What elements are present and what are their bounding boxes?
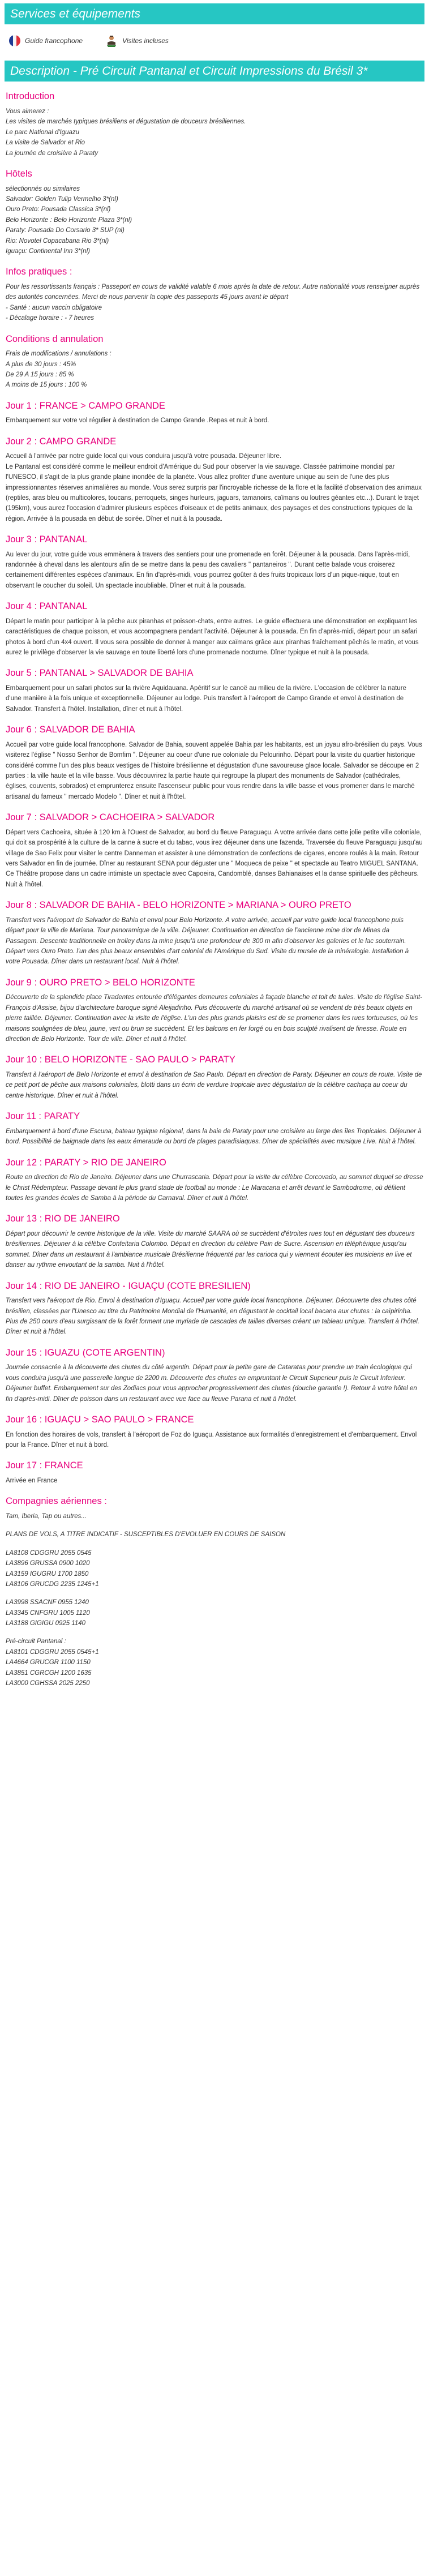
flight-line: LA8101 CDGGRU 2055 0545+1: [6, 1648, 99, 1656]
day-title: Jour 3 : PANTANAL: [6, 534, 88, 545]
description-heading-band: [5, 61, 424, 82]
flag-france-icon: [9, 35, 20, 46]
day-title: Jour 4 : PANTANAL: [6, 601, 88, 612]
hotels-line: Salvador: Golden Tulip Vermelho 3*(nl): [6, 195, 118, 203]
spacer: [6, 1589, 423, 1597]
hotels-line: sélectionnés ou similaires: [6, 185, 80, 192]
flight-line: LA3896 GRUSSA 0900 1020: [6, 1560, 90, 1567]
annulation-line: A plus de 30 jours : 45%: [6, 361, 76, 368]
introduction-line: La visite de Salvador et Rio: [6, 139, 85, 147]
annulation-line: Frais de modifications / annulations :: [6, 350, 111, 358]
companies-line: PLANS DE VOLS, A TITRE INDICATIF - SUSCEPTIBLES D'EVOLUER EN COURS DE SAISON: [6, 1531, 286, 1538]
day-title: Jour 7 : SALVADOR > CACHOEIRA > SALVADOR: [6, 812, 215, 823]
day-text: Transfert à l'aéroport de Belo Horizonte et envol à destination de Sao Paulo. Départ en direction de Paraty. Déjeuner en cours de route. Visite de ce petit port de pêche aux maisons coloniales, blotti dans un écrin de verdure tropicale avec dégustation de la célèbre cachaça au coeur du centre historique. Dîner et nuit à l'hôtel.: [6, 1071, 424, 1099]
infos-body: [6, 282, 423, 324]
day-title: Jour 12 : PARATY > RIO DE JANEIRO: [6, 1157, 166, 1168]
introduction-line: Les visites de marchés typiques brésiliens et dégustation de douceurs brésiliennes.: [6, 118, 246, 126]
flight-line: LA8108 CDGGRU 2055 0545: [6, 1549, 92, 1557]
companies-title: Compagnies aériennes :: [6, 1496, 107, 1507]
hotels-line: Rio: Novotel Copacabana Rio 3*(nl): [6, 237, 109, 245]
services-heading-band: [5, 3, 424, 24]
companies-line: Pré-circuit Pantanal :: [6, 1638, 66, 1645]
flight-line: LA3000 CGHSSA 2025 2250: [6, 1680, 90, 1687]
day-text: En fonction des horaires de vols, transfert à l'aéroport de Foz do Iguaçu. Assistance aux formalités d'enregistrement et d'embarquement. Envol pour la France. Dîner et nuit à bord.: [6, 1431, 419, 1448]
day-text: Accueil par votre guide local francophone. Salvador de Bahia, souvent appelée Bahia par les habitants, est un joyau afro-brésilien du pays. Vous visiterez l'église " Nosso Senhor de Bomfim ". Déjeuner au coeur d'une rue coloniale du Pelourinho. Départ pour la visite du quartier historique considéré comme l'un des plus beaux vestiges de l'histoire brésilienne et dégustation d'une savoureuse glace locale. Salvador se découpe en 2 parties : la ville haute et la ville basse. Vous découvrirez la partie haute qui regroupe la plupart des monuments de Salvador (cathédrales, églises, couvents, sobrados) et emprunterez ensuite l'ascenseur public pour vous rendre dans la ville basse et vous promener dans le marché artisanal du fameux " mercado Modelo ". Dîner et nuit à l'hôtel.: [6, 741, 424, 800]
service-item-visits: [105, 35, 169, 47]
day-title: Jour 2 : CAMPO GRANDE: [6, 436, 117, 447]
hotels-line: Belo Horizonte : Belo Horizonte Plaza 3*(nl): [6, 216, 132, 224]
day-title: Jour 17 : FRANCE: [6, 1460, 83, 1471]
day-text: Journée consacrée à la découverte des chutes du côté argentin. Départ pour la petite gare de Cataratas pour prendre un train écologique qui vous conduira jusqu'à une passerelle longue de 2200 m. Découverte des chutes en empruntant le Circuit Superieur puis le Circuit Inferieur. Déjeuner buffet. Embarquement sur des Zodiacs pour vous approcher progressivement des chutes (douche garantie !). Retour à votre hôtel en fin d'après-midi. Dîner de poisson dans un restaurant avec vue face au fleuve Parana et nuit à l'hôtel.: [6, 1364, 419, 1403]
flight-line: LA3998 SSACNF 0955 1240: [6, 1599, 89, 1606]
day-text: Transfert vers l'aéroport de Rio. Envol à destination d'Iguaçu. Accueil par votre guide local francophone. Déjeuner. Découverte des chutes côté brésilien, classées par l'Unesco au titre du Patrimoine Mondial de l'Humanité, en dégustant le cocktail local bacana aux chutes : la caïpirinha. Plus de 250 cours d'eau surgissant de la forêt forment une myriade de cascades de tailles diverses créant un tableau unique. Transfert à l'hôtel. Dîner et nuit à l'hôtel.: [6, 1297, 422, 1336]
day-text: Départ pour découvrir le centre historique de la ville. Visite du marché SAARA où se succèdent d'étroites rues tout en dégustant des douceurs brésiliennes. Déjeuner à la célèbre Confeitaria Colombo. Départ en direction du célèbre Pain de Sucre. Ascension en téléphérique jusqu'au sommet. Dîner dans un restaurant à l'ambiance musicale Brésilienne fréquenté par les carioca qui y viennent écouter les musiciens en live et danser au rythme envoutant de la samba. Nuit à l'hôtel.: [6, 1230, 417, 1269]
day-title: Jour 13 : RIO DE JANEIRO: [6, 1214, 120, 1224]
spacer: [6, 1521, 423, 1529]
introduction-line: La journée de croisière à Paraty: [6, 149, 98, 157]
infos-line: Pour les ressortissants français : Passeport en cours de validité valable 6 mois après la date de retour. Autre nationalité vous renseigner auprès des autorités concernées. Merci de nous parvenir la copie des passeports 45 jours avant le départ: [6, 283, 422, 301]
infos-line: - Décalage horaire : - 7 heures: [6, 315, 94, 322]
introduction-line: Le parc National d'Iguazu: [6, 128, 80, 136]
infos-line: - Santé : aucun vaccin obligatoire: [6, 304, 102, 311]
flight-line: LA3851 CGRCGH 1200 1635: [6, 1669, 92, 1677]
introduction-title: Introduction: [6, 91, 55, 102]
day-title: Jour 1 : FRANCE > CAMPO GRANDE: [6, 400, 165, 411]
day-text: Embarquement pour un safari photos sur la rivière Aquidauana. Apéritif sur le canoë au milieu de la rivière. L'occasion de célébrer la nature d'une manière à la fois unique et exceptionnelle. Déjeuner au lodge. Puis transfert à l'aéroport de Campo Grande et envol à destination de Salvador. Transfert à l'hôtel. Installation, dîner et nuit à l'hôtel.: [6, 685, 409, 713]
day-text: Embarquement sur votre vol régulier à destination de Campo Grande .Repas et nuit à bord.: [6, 417, 269, 425]
introduction-body: [6, 106, 423, 158]
description-heading: Description - Pré Circuit Pantanal et Circuit Impressions du Brésil 3*: [10, 65, 368, 78]
companies-line: Tam, Iberia, Tap ou autres...: [6, 1512, 87, 1520]
services-heading: Services et équipements: [10, 7, 140, 20]
flight-line: LA3188 GIGIGU 0925 1140: [6, 1620, 86, 1627]
day-text: Départ le matin pour participer à la pêche aux piranhas et poisson-chats, entre autres. Le guide effectuera une démonstration en expliquant les caractéristiques de chaque poisson, et vous accompagnera pendant l'activité. Déjeuner à la pousada. En fin d'après-midi, départ pour un safari photos à bord d'un 4x4 ouvert. Il vous sera possible de donner à manger aux caïmans grâce aux piranhas fraîchement pêchés le matin, et vous aurez le privilège d'observer la vie sauvage en toute liberté lors d'une promenade nocturne. Dîner typique et nuit à la pousada.: [6, 618, 421, 657]
hotels-body: [6, 184, 423, 257]
day-text: Transfert vers l'aéroport de Salvador de Bahia et envol pour Belo Horizonte. A votre arrivée, accueil par votre guide local francophone puis départ pour la ville de Mariana. Tour panoramique de la ville. Déjeuner. Continuation en direction de l'ancienne mine d'or de Minas da Passagem. Descente traditionnelle en trolley dans la mine jusqu'à une profondeur de 300 m afin d'observer les galeries et le lac souterrain. Départ vers Ouro Preto. l'un des plus beaux ensembles d'art colonial de l'Amérique du Sud. Visite du musée de la minéralogie. Installation à votre Pousada. Dîner dans un restaurant local. Nuit à l'hôtel.: [6, 916, 411, 966]
day-text: Départ vers Cachoeira, située à 120 km à l'Ouest de Salvador, au bord du fleuve Paraguaçu. A votre arrivée dans cette jolie petite ville coloniale, qui doit sa prospérité à la culture de la canne à sucre et du tabac, vous irez déjeuner dans une fazenda. Traversée du fleuve Paraguaçu jusqu'au village de Sao Felix pour visiter le centre Danneman et assister à une démonstration de confections de cigares, encore roulés à la main. Retour vers Salvador en fin de journée. Dîner au restaurant SENA pour déguster une " Moqueca de peixe " et spectacle au Teatro MIGUEL SANTANA. Ce Théâtre propose dans un cadre intimiste un spectacle avec Capoeira, Candomblé, danses Bahianaises et la danse spirituelle des pêcheurs. Nuit à l'hôtel.: [6, 829, 424, 888]
hotels-title: Hôtels: [6, 168, 32, 179]
flight-line: LA3345 CNFGRU 1005 1120: [6, 1609, 90, 1617]
annulation-line: De 29 A 15 jours : 85 %: [6, 371, 74, 378]
hotels-line: Ouro Preto: Pousada Classica 3*(nl): [6, 206, 111, 213]
day-title: Jour 14 : RIO DE JANEIRO - IGUAÇU (COTE BRESILIEN): [6, 1280, 251, 1291]
day-title: Jour 9 : OURO PRETO > BELO HORIZONTE: [6, 977, 195, 988]
companies-body: [6, 1511, 423, 1688]
day-title: Jour 11 : PARATY: [6, 1111, 80, 1122]
day-text: Arrivée en France: [6, 1477, 58, 1484]
service-item-guide: [9, 35, 83, 47]
services-list: [0, 28, 429, 55]
flight-line: LA3159 IGUGRU 1700 1850: [6, 1570, 89, 1578]
day-text: Accueil à l'arrivée par notre guide local qui vous conduira jusqu'à votre pousada. Déjeuner libre. Le Pantanal est considéré comme le meilleur endroit d'Amérique du Sud pour observer la vie sauvage. Classée patrimoine mondial par l'UNESCO, il s'agit de la plus grande plaine inondée de la planète. Vous allez profiter d'une aventure unique au sein de l'une des plus impressionnantes réserves animalières au monde. Vous serez surpris par l'incroyable richesse de la flore et la facilité d'observation des animaux (reptiles, aras bleu ou multicolores, toucans, perroquets, singes hurleurs, jaguars, tamanoirs, caïmans ou loutres géantes etc...). Durant le trajet (195km), vous aurez l'occasion d'admirer plusieurs espèces d'oiseaux et de petits animaux, des paysages et des constructions typiques de la région. Arrivée à la pousada en début de soirée. Dîner et nuit à la pousada.: [6, 453, 422, 522]
hotels-line: Iguaçu: Continental Inn 3*(nl): [6, 247, 90, 255]
day-title: Jour 10 : BELO HORIZONTE - SAO PAULO > PARATY: [6, 1055, 235, 1065]
visit-guide-icon: [105, 35, 118, 47]
service-label: Guide francophone: [25, 36, 83, 45]
day-text: Route en direction de Rio de Janeiro. Déjeuner dans une Churrascaria. Départ pour la visite du célèbre Corcovado, au sommet duquel se dresse le Christ Rédempteur. Passage devant le plus grand stade de football au monde : Le Maracana et arrêt devant le Sambodrome, où défilent toutes les grandes écoles de Samba à la période du Carnaval. Dîner et nuit à l'hôtel.: [6, 1174, 425, 1202]
flight-line: LA8106 GRUCDG 2235 1245+1: [6, 1580, 99, 1588]
day-title: Jour 5 : PANTANAL > SALVADOR DE BAHIA: [6, 668, 194, 679]
day-text: Au lever du jour, votre guide vous emmènera à travers des sentiers pour une promenade en forêt. Déjeuner à la pousada. Dans l'après-midi, randonnée à cheval dans les alentours afin de se mettre dans la peau des cavaliers " pantaneiros ". Durant cette balade vous croiserez certainement différentes espèces d'animaux. En fin d'après-midi, vous pourrez goûter à des fruits tropicaux lors d'un pique-nique, tout en observant le coucher du soleil. Un spectacle inoubliable. Dîner et nuit à la pousada.: [6, 551, 412, 589]
annulation-line: A moins de 15 jours : 100 %: [6, 382, 87, 389]
day-title: Jour 16 : IGUAÇU > SAO PAULO > FRANCE: [6, 1414, 194, 1425]
hotels-line: Paraty: Pousada Do Corsario 3* SUP (nl): [6, 227, 125, 234]
spacer: [6, 1628, 423, 1636]
annulation-body: [6, 349, 423, 391]
infos-title: Infos pratiques :: [6, 267, 72, 277]
annulation-title: Conditions d annulation: [6, 333, 104, 344]
service-label: Visites incluses: [122, 36, 169, 45]
flight-line: LA4664 GRUCGR 1100 1150: [6, 1659, 91, 1666]
spacer: [6, 1540, 423, 1548]
day-text: Embarquement à bord d'une Escuna, bateau typique régional, dans la baie de Paraty pour une croisière au large des îles Tropicales. Déjeuner à bord. Possibilité de baignade dans les eaux émeraude ou bord de plages paradisiaques. Dîner de spécialités avec musique Live. Nuit à l'hôtel.: [6, 1128, 423, 1146]
day-title: Jour 6 : SALVADOR DE BAHIA: [6, 725, 135, 735]
day-title: Jour 15 : IGUAZU (COTE ARGENTIN): [6, 1347, 165, 1358]
day-title: Jour 8 : SALVADOR DE BAHIA - BELO HORIZONTE > MARIANA > OURO PRETO: [6, 900, 351, 911]
day-text: Découverte de la splendide place Tiradentes entourée d'élégantes demeures coloniales à façade blanche et toit de tuiles. Visite de l'église Saint-François d'Assise, bijou d'architecture baroque signé Aleijadinho. Puis découverte du marché artisanal où se vendent de très beaux objets en pierre taillée. Déjeuner. Continuation avec la visite de l'église. L'un des plus grands plaisirs est de se promener dans les rues tortueuses, où les maisons soulignées de bleu, jaune, vert ou brun se succèdent. Et les balcons en fer forgé ou en bois sculpté rivalisent de finesse. Route en direction de Belo Horizonte. Tour de ville. Dîner et nuit à l'hôtel.: [6, 994, 423, 1043]
introduction-line: Vous aimerez :: [6, 108, 49, 115]
description-content: [0, 91, 429, 1688]
